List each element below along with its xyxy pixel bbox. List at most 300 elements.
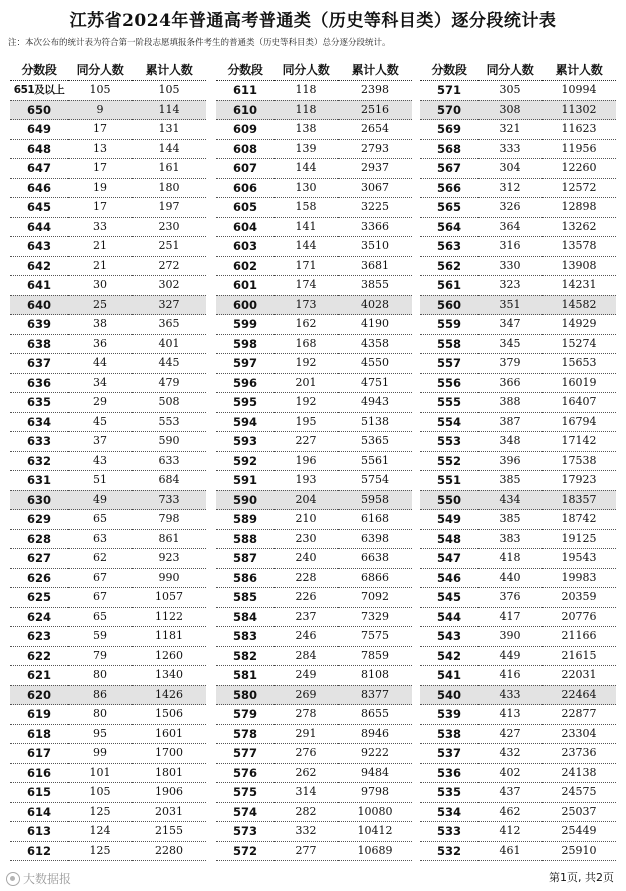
same-count-cell: 434 bbox=[478, 490, 542, 510]
header-score: 分数段 bbox=[420, 58, 478, 81]
table-row bbox=[216, 822, 412, 842]
cumulative-cell: 1057 bbox=[132, 588, 206, 608]
cumulative-cell: 590 bbox=[132, 432, 206, 452]
same-count-cell: 204 bbox=[274, 490, 338, 510]
cumulative-cell: 13262 bbox=[542, 217, 616, 237]
score-cell: 559 bbox=[420, 315, 478, 335]
score-cell: 548 bbox=[420, 529, 478, 549]
same-count-cell: 13 bbox=[68, 139, 132, 159]
score-cell: 628 bbox=[10, 529, 68, 549]
cumulative-cell: 733 bbox=[132, 490, 206, 510]
same-count-cell: 193 bbox=[274, 471, 338, 491]
table-row bbox=[216, 139, 412, 159]
score-cell: 618 bbox=[10, 724, 68, 744]
same-count-cell: 17 bbox=[68, 120, 132, 140]
same-count-cell: 63 bbox=[68, 529, 132, 549]
cumulative-cell: 861 bbox=[132, 529, 206, 549]
cumulative-cell: 2280 bbox=[132, 841, 206, 861]
cumulative-cell: 3366 bbox=[338, 217, 412, 237]
score-cell: 549 bbox=[420, 510, 478, 530]
score-cell: 568 bbox=[420, 139, 478, 159]
cumulative-cell: 1506 bbox=[132, 705, 206, 725]
same-count-cell: 65 bbox=[68, 510, 132, 530]
table-row bbox=[10, 256, 206, 276]
score-cell: 550 bbox=[420, 490, 478, 510]
table-row bbox=[10, 627, 206, 647]
cumulative-cell: 923 bbox=[132, 549, 206, 569]
cumulative-cell: 12260 bbox=[542, 159, 616, 179]
score-cell: 646 bbox=[10, 178, 68, 198]
same-count-cell: 162 bbox=[274, 315, 338, 335]
cumulative-cell: 327 bbox=[132, 295, 206, 315]
cumulative-cell: 7092 bbox=[338, 588, 412, 608]
cumulative-cell: 19543 bbox=[542, 549, 616, 569]
table-row bbox=[10, 685, 206, 705]
same-count-cell: 95 bbox=[68, 724, 132, 744]
cumulative-cell: 21166 bbox=[542, 627, 616, 647]
same-count-cell: 348 bbox=[478, 432, 542, 452]
same-count-cell: 316 bbox=[478, 237, 542, 257]
table-row bbox=[216, 432, 412, 452]
score-cell: 614 bbox=[10, 802, 68, 822]
score-cell: 651及以上 bbox=[10, 81, 68, 101]
score-cell: 598 bbox=[216, 334, 274, 354]
same-count-cell: 237 bbox=[274, 607, 338, 627]
cumulative-cell: 114 bbox=[132, 100, 206, 120]
same-count-cell: 418 bbox=[478, 549, 542, 569]
cumulative-cell: 12572 bbox=[542, 178, 616, 198]
cumulative-cell: 401 bbox=[132, 334, 206, 354]
table-row bbox=[216, 744, 412, 764]
table-row bbox=[216, 666, 412, 686]
table-row bbox=[10, 607, 206, 627]
same-count-cell: 125 bbox=[68, 802, 132, 822]
score-cell: 645 bbox=[10, 198, 68, 218]
cumulative-cell: 8108 bbox=[338, 666, 412, 686]
table-row bbox=[10, 802, 206, 822]
cumulative-cell: 24575 bbox=[542, 783, 616, 803]
cumulative-cell: 20359 bbox=[542, 588, 616, 608]
same-count-cell: 21 bbox=[68, 256, 132, 276]
cumulative-cell: 4028 bbox=[338, 295, 412, 315]
cumulative-cell: 508 bbox=[132, 393, 206, 413]
header-same-count: 同分人数 bbox=[274, 58, 338, 81]
same-count-cell: 105 bbox=[68, 81, 132, 101]
table-row bbox=[216, 295, 412, 315]
table-row bbox=[420, 705, 616, 725]
cumulative-cell: 10080 bbox=[338, 802, 412, 822]
table-row bbox=[10, 373, 206, 393]
score-cell: 602 bbox=[216, 256, 274, 276]
cumulative-cell: 445 bbox=[132, 354, 206, 374]
table-row bbox=[216, 100, 412, 120]
cumulative-cell: 1122 bbox=[132, 607, 206, 627]
same-count-cell: 80 bbox=[68, 705, 132, 725]
score-cell: 606 bbox=[216, 178, 274, 198]
same-count-cell: 379 bbox=[478, 354, 542, 374]
score-cell: 576 bbox=[216, 763, 274, 783]
table-row bbox=[10, 100, 206, 120]
watermark-text: 大数据报 bbox=[23, 872, 72, 886]
score-cell: 593 bbox=[216, 432, 274, 452]
cumulative-cell: 8655 bbox=[338, 705, 412, 725]
same-count-cell: 21 bbox=[68, 237, 132, 257]
same-count-cell: 364 bbox=[478, 217, 542, 237]
same-count-cell: 383 bbox=[478, 529, 542, 549]
same-count-cell: 396 bbox=[478, 451, 542, 471]
table-row bbox=[10, 81, 206, 101]
score-cell: 632 bbox=[10, 451, 68, 471]
score-cell: 560 bbox=[420, 295, 478, 315]
same-count-cell: 427 bbox=[478, 724, 542, 744]
score-cell: 600 bbox=[216, 295, 274, 315]
table-row bbox=[216, 510, 412, 530]
same-count-cell: 49 bbox=[68, 490, 132, 510]
same-count-cell: 387 bbox=[478, 412, 542, 432]
same-count-cell: 249 bbox=[274, 666, 338, 686]
cumulative-cell: 19983 bbox=[542, 568, 616, 588]
score-cell: 572 bbox=[216, 841, 274, 861]
cumulative-cell: 479 bbox=[132, 373, 206, 393]
score-cell: 569 bbox=[420, 120, 478, 140]
cumulative-cell: 22464 bbox=[542, 685, 616, 705]
table-row bbox=[10, 763, 206, 783]
cumulative-cell: 17142 bbox=[542, 432, 616, 452]
table-row bbox=[10, 237, 206, 257]
score-cell: 538 bbox=[420, 724, 478, 744]
same-count-cell: 51 bbox=[68, 471, 132, 491]
table-row bbox=[10, 822, 206, 842]
score-cell: 603 bbox=[216, 237, 274, 257]
same-count-cell: 45 bbox=[68, 412, 132, 432]
score-cell: 635 bbox=[10, 393, 68, 413]
same-count-cell: 366 bbox=[478, 373, 542, 393]
table-row bbox=[10, 412, 206, 432]
score-cell: 578 bbox=[216, 724, 274, 744]
same-count-cell: 34 bbox=[68, 373, 132, 393]
score-table-1 bbox=[10, 58, 206, 861]
table-row bbox=[216, 159, 412, 179]
header-score: 分数段 bbox=[10, 58, 68, 81]
same-count-cell: 376 bbox=[478, 588, 542, 608]
score-cell: 581 bbox=[216, 666, 274, 686]
cumulative-cell: 272 bbox=[132, 256, 206, 276]
same-count-cell: 130 bbox=[274, 178, 338, 198]
score-cell: 624 bbox=[10, 607, 68, 627]
score-cell: 534 bbox=[420, 802, 478, 822]
same-count-cell: 278 bbox=[274, 705, 338, 725]
score-cell: 564 bbox=[420, 217, 478, 237]
same-count-cell: 105 bbox=[68, 783, 132, 803]
cumulative-cell: 553 bbox=[132, 412, 206, 432]
score-cell: 619 bbox=[10, 705, 68, 725]
table-row bbox=[420, 159, 616, 179]
table-row bbox=[216, 802, 412, 822]
cumulative-cell: 23736 bbox=[542, 744, 616, 764]
cumulative-cell: 20776 bbox=[542, 607, 616, 627]
score-cell: 567 bbox=[420, 159, 478, 179]
same-count-cell: 67 bbox=[68, 568, 132, 588]
cumulative-cell: 4190 bbox=[338, 315, 412, 335]
cumulative-cell: 5365 bbox=[338, 432, 412, 452]
score-cell: 605 bbox=[216, 198, 274, 218]
cumulative-cell: 14231 bbox=[542, 276, 616, 296]
score-cell: 580 bbox=[216, 685, 274, 705]
table-row bbox=[420, 451, 616, 471]
table-row bbox=[420, 295, 616, 315]
table-row bbox=[10, 783, 206, 803]
same-count-cell: 330 bbox=[478, 256, 542, 276]
same-count-cell: 192 bbox=[274, 393, 338, 413]
table-row bbox=[10, 841, 206, 861]
score-cell: 644 bbox=[10, 217, 68, 237]
cumulative-cell: 2155 bbox=[132, 822, 206, 842]
cumulative-cell: 16407 bbox=[542, 393, 616, 413]
table-row bbox=[216, 607, 412, 627]
score-cell: 565 bbox=[420, 198, 478, 218]
table-row bbox=[420, 120, 616, 140]
score-cell: 609 bbox=[216, 120, 274, 140]
score-cell: 540 bbox=[420, 685, 478, 705]
cumulative-cell: 6638 bbox=[338, 549, 412, 569]
cumulative-cell: 3225 bbox=[338, 198, 412, 218]
same-count-cell: 432 bbox=[478, 744, 542, 764]
header-same-count: 同分人数 bbox=[68, 58, 132, 81]
same-count-cell: 385 bbox=[478, 471, 542, 491]
table-row bbox=[420, 588, 616, 608]
score-cell: 585 bbox=[216, 588, 274, 608]
same-count-cell: 437 bbox=[478, 783, 542, 803]
table-row bbox=[10, 276, 206, 296]
same-count-cell: 314 bbox=[274, 783, 338, 803]
table-row bbox=[420, 412, 616, 432]
score-cell: 597 bbox=[216, 354, 274, 374]
table-row bbox=[420, 685, 616, 705]
same-count-cell: 282 bbox=[274, 802, 338, 822]
score-cell: 553 bbox=[420, 432, 478, 452]
cumulative-cell: 9222 bbox=[338, 744, 412, 764]
same-count-cell: 99 bbox=[68, 744, 132, 764]
same-count-cell: 269 bbox=[274, 685, 338, 705]
same-count-cell: 304 bbox=[478, 159, 542, 179]
score-cell: 637 bbox=[10, 354, 68, 374]
cumulative-cell: 3510 bbox=[338, 237, 412, 257]
score-cell: 558 bbox=[420, 334, 478, 354]
table-row bbox=[216, 529, 412, 549]
same-count-cell: 333 bbox=[478, 139, 542, 159]
table-row bbox=[216, 178, 412, 198]
cumulative-cell: 8377 bbox=[338, 685, 412, 705]
same-count-cell: 228 bbox=[274, 568, 338, 588]
score-cell: 545 bbox=[420, 588, 478, 608]
table-row bbox=[420, 471, 616, 491]
table-row bbox=[216, 490, 412, 510]
score-cell: 556 bbox=[420, 373, 478, 393]
score-cell: 631 bbox=[10, 471, 68, 491]
table-row bbox=[216, 412, 412, 432]
cumulative-cell: 11623 bbox=[542, 120, 616, 140]
header-same-count: 同分人数 bbox=[478, 58, 542, 81]
score-cell: 552 bbox=[420, 451, 478, 471]
table-row bbox=[420, 666, 616, 686]
table-row bbox=[10, 198, 206, 218]
score-cell: 573 bbox=[216, 822, 274, 842]
table-row bbox=[10, 120, 206, 140]
cumulative-cell: 633 bbox=[132, 451, 206, 471]
table-row bbox=[420, 568, 616, 588]
same-count-cell: 210 bbox=[274, 510, 338, 530]
table-row bbox=[216, 393, 412, 413]
table-row bbox=[10, 588, 206, 608]
cumulative-cell: 197 bbox=[132, 198, 206, 218]
score-cell: 622 bbox=[10, 646, 68, 666]
score-cell: 636 bbox=[10, 373, 68, 393]
score-cell: 546 bbox=[420, 568, 478, 588]
table-row bbox=[10, 549, 206, 569]
cumulative-cell: 23304 bbox=[542, 724, 616, 744]
same-count-cell: 390 bbox=[478, 627, 542, 647]
score-cell: 642 bbox=[10, 256, 68, 276]
cumulative-cell: 1340 bbox=[132, 666, 206, 686]
cumulative-cell: 9798 bbox=[338, 783, 412, 803]
cumulative-cell: 3855 bbox=[338, 276, 412, 296]
score-cell: 577 bbox=[216, 744, 274, 764]
score-cell: 599 bbox=[216, 315, 274, 335]
score-cell: 554 bbox=[420, 412, 478, 432]
cumulative-cell: 131 bbox=[132, 120, 206, 140]
score-cell: 579 bbox=[216, 705, 274, 725]
watermark bbox=[6, 870, 71, 887]
table-row bbox=[10, 646, 206, 666]
cumulative-cell: 24138 bbox=[542, 763, 616, 783]
same-count-cell: 138 bbox=[274, 120, 338, 140]
cumulative-cell: 798 bbox=[132, 510, 206, 530]
cumulative-cell: 15653 bbox=[542, 354, 616, 374]
cumulative-cell: 5138 bbox=[338, 412, 412, 432]
same-count-cell: 29 bbox=[68, 393, 132, 413]
score-cell: 633 bbox=[10, 432, 68, 452]
table-row bbox=[420, 373, 616, 393]
table-row bbox=[216, 334, 412, 354]
score-cell: 613 bbox=[10, 822, 68, 842]
table-row bbox=[216, 627, 412, 647]
score-cell: 617 bbox=[10, 744, 68, 764]
score-cell: 607 bbox=[216, 159, 274, 179]
score-cell: 625 bbox=[10, 588, 68, 608]
score-cell: 621 bbox=[10, 666, 68, 686]
table-row bbox=[10, 432, 206, 452]
same-count-cell: 201 bbox=[274, 373, 338, 393]
cumulative-cell: 1181 bbox=[132, 627, 206, 647]
table-row bbox=[420, 549, 616, 569]
same-count-cell: 440 bbox=[478, 568, 542, 588]
table-row bbox=[10, 315, 206, 335]
table-row bbox=[420, 646, 616, 666]
score-cell: 590 bbox=[216, 490, 274, 510]
table-row bbox=[10, 471, 206, 491]
same-count-cell: 412 bbox=[478, 822, 542, 842]
same-count-cell: 308 bbox=[478, 100, 542, 120]
same-count-cell: 17 bbox=[68, 159, 132, 179]
table-row bbox=[420, 81, 616, 101]
score-cell: 535 bbox=[420, 783, 478, 803]
same-count-cell: 43 bbox=[68, 451, 132, 471]
same-count-cell: 174 bbox=[274, 276, 338, 296]
same-count-cell: 158 bbox=[274, 198, 338, 218]
table-row bbox=[216, 276, 412, 296]
same-count-cell: 33 bbox=[68, 217, 132, 237]
score-cell: 648 bbox=[10, 139, 68, 159]
table-row bbox=[420, 198, 616, 218]
table-row bbox=[420, 510, 616, 530]
table-row bbox=[420, 802, 616, 822]
table-row bbox=[216, 783, 412, 803]
table-row bbox=[420, 490, 616, 510]
same-count-cell: 30 bbox=[68, 276, 132, 296]
same-count-cell: 118 bbox=[274, 100, 338, 120]
score-cell: 595 bbox=[216, 393, 274, 413]
cumulative-cell: 12898 bbox=[542, 198, 616, 218]
cumulative-cell: 11302 bbox=[542, 100, 616, 120]
cumulative-cell: 180 bbox=[132, 178, 206, 198]
cumulative-cell: 13578 bbox=[542, 237, 616, 257]
same-count-cell: 461 bbox=[478, 841, 542, 861]
table-row bbox=[420, 139, 616, 159]
table-row bbox=[216, 841, 412, 861]
cumulative-cell: 10994 bbox=[542, 81, 616, 101]
cumulative-cell: 4550 bbox=[338, 354, 412, 374]
score-cell: 630 bbox=[10, 490, 68, 510]
score-cell: 586 bbox=[216, 568, 274, 588]
same-count-cell: 246 bbox=[274, 627, 338, 647]
same-count-cell: 226 bbox=[274, 588, 338, 608]
header-cumulative: 累计人数 bbox=[542, 58, 616, 81]
score-cell: 542 bbox=[420, 646, 478, 666]
header-cumulative: 累计人数 bbox=[132, 58, 206, 81]
score-cell: 649 bbox=[10, 120, 68, 140]
same-count-cell: 79 bbox=[68, 646, 132, 666]
table-row bbox=[216, 568, 412, 588]
table-row bbox=[216, 705, 412, 725]
cumulative-cell: 990 bbox=[132, 568, 206, 588]
table-row bbox=[10, 490, 206, 510]
cumulative-cell: 17923 bbox=[542, 471, 616, 491]
same-count-cell: 351 bbox=[478, 295, 542, 315]
score-table-2 bbox=[216, 58, 412, 861]
score-cell: 583 bbox=[216, 627, 274, 647]
score-cell: 555 bbox=[420, 393, 478, 413]
same-count-cell: 449 bbox=[478, 646, 542, 666]
table-row bbox=[216, 646, 412, 666]
score-cell: 536 bbox=[420, 763, 478, 783]
cumulative-cell: 18742 bbox=[542, 510, 616, 530]
cumulative-cell: 684 bbox=[132, 471, 206, 491]
same-count-cell: 44 bbox=[68, 354, 132, 374]
cumulative-cell: 11956 bbox=[542, 139, 616, 159]
score-cell: 594 bbox=[216, 412, 274, 432]
score-cell: 620 bbox=[10, 685, 68, 705]
cumulative-cell: 251 bbox=[132, 237, 206, 257]
same-count-cell: 227 bbox=[274, 432, 338, 452]
cumulative-cell: 15274 bbox=[542, 334, 616, 354]
same-count-cell: 19 bbox=[68, 178, 132, 198]
score-cell: 563 bbox=[420, 237, 478, 257]
table-row bbox=[420, 315, 616, 335]
score-cell: 629 bbox=[10, 510, 68, 530]
table-row bbox=[420, 217, 616, 237]
cumulative-cell: 7329 bbox=[338, 607, 412, 627]
score-cell: 626 bbox=[10, 568, 68, 588]
